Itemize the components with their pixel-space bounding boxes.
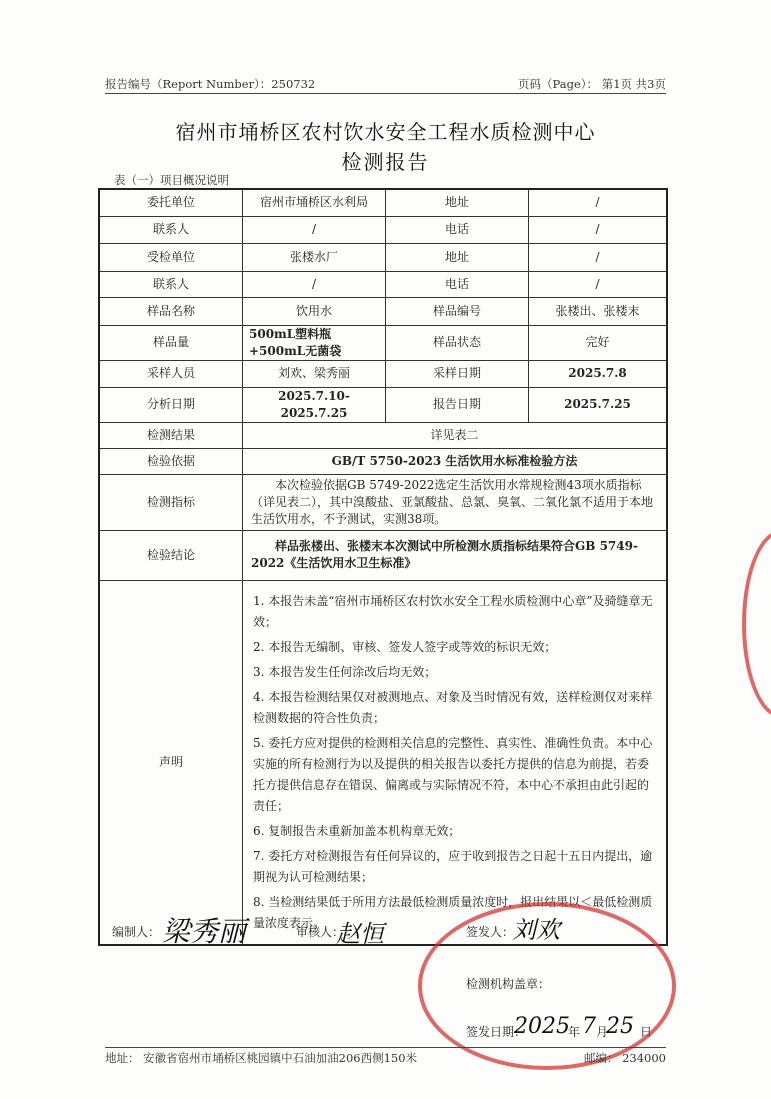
row-value: 刘欢、梁秀丽: [243, 360, 386, 387]
table-row: [99, 243, 667, 271]
table-row: [99, 325, 667, 360]
row-value: 500mL塑料瓶+500mL无菌袋: [243, 325, 386, 360]
issue-date-month: 7: [582, 1014, 596, 1039]
row-value: /: [243, 271, 386, 297]
footer-postcode: 邮编： 234000: [583, 1051, 666, 1065]
indicators-label: 检测指标: [99, 474, 243, 530]
seal-label: 检测机构盖章：: [466, 977, 551, 991]
issue-date-year-suffix: 年: [568, 1025, 581, 1039]
issuer-signature: 刘欢: [512, 916, 560, 944]
row-label: 受检单位: [99, 243, 243, 271]
table-row: [99, 580, 667, 945]
row-label: 地址: [386, 189, 529, 216]
table-row: [99, 387, 667, 422]
list-item: 2. 本报告无编制、审核、签发人签字或等效的标识无效；: [253, 639, 557, 654]
report-header: [105, 76, 666, 96]
conclusion-label: 检验结论: [99, 530, 243, 580]
row-label: 采样人员: [99, 360, 243, 387]
row-label: 采样日期: [386, 360, 529, 387]
header-rule: [105, 93, 666, 94]
result-label: 检测结果: [99, 422, 243, 448]
row-value: 宿州市埇桥区水利局: [243, 189, 386, 216]
list-item: 1. 本报告未盖“宿州市埇桥区农村饮水安全工程水质检测中心章”及骑缝章无效；: [253, 593, 653, 629]
page-info: 页码（Page）： 第1页 共3页: [518, 77, 666, 91]
perforation-seal-stamp: [742, 530, 771, 718]
row-label: 地址: [386, 243, 529, 271]
issue-date-day: 25: [606, 1014, 634, 1039]
compiler-label: 编制人：: [112, 925, 161, 939]
conclusion-value: 样品张楼出、张楼末本次测试中所检测水质指标结果符合GB 5749-2022《生活饮用水卫生标准》: [243, 530, 668, 580]
list-item: 4. 本报告检测结果仅对被测地点、对象及当时情况有效，送样检测仅对来样检测数据的符合性负责；: [253, 689, 653, 725]
table-row: [99, 448, 667, 474]
row-value: 张楼出、张楼末: [529, 297, 668, 325]
row-label: 报告日期: [386, 387, 529, 422]
row-value: /: [243, 216, 386, 243]
row-value: 张楼水厂: [243, 243, 386, 271]
report-subtitle: 检测报告: [341, 150, 430, 174]
row-value: /: [529, 243, 668, 271]
table-row: [99, 189, 667, 216]
row-value: 饮用水: [243, 297, 386, 325]
basis-label: 检验依据: [99, 448, 243, 474]
statement-list: [243, 580, 668, 945]
table-row: [99, 297, 667, 325]
issue-date-day-suffix: 日: [640, 1025, 653, 1039]
table-row: [99, 530, 667, 580]
row-label: 分析日期: [99, 387, 243, 422]
row-label: 电话: [386, 216, 529, 243]
row-label: 样品状态: [386, 325, 529, 360]
row-label: 电话: [386, 271, 529, 297]
table-row: [99, 271, 667, 297]
footer-address: 地址： 安徽省宿州市埇桥区桃园镇中石油加油206西侧150米: [105, 1051, 418, 1065]
indicators-value: 本次检验依据GB 5749-2022选定生活饮用水常规检测43项水质指标（详见表二），其中溴酸盐、亚氯酸盐、总氯、臭氧、二氧化氯不适用于本地生活饮用水，不予测试，实测38项。: [243, 474, 668, 530]
issue-date-month-suffix: 月: [596, 1025, 609, 1039]
row-value: 2025.7.10-2025.7.25: [243, 387, 386, 422]
row-value: /: [529, 189, 668, 216]
list-item: 5. 委托方应对提供的检测相关信息的完整性、真实性、准确性负责。本中心实施的所有检测行为以及提供的相关报告以委托方提供的信息为前提，若委托方提供信息存在错误、偏离或与实际情况不符，本中心不承担由此引起的责任；: [253, 735, 653, 813]
basis-value: GB/T 5750-2023 生活饮用水标准检验方法: [243, 448, 668, 474]
project-overview-table: [98, 188, 668, 946]
table-caption: 表（一）项目概况说明: [114, 173, 229, 187]
table-row: [99, 216, 667, 243]
list-item: 7. 委托方对检测报告有任何异议的，应于收到报告之日起十五日内提出，逾期视为认可检测结果；: [253, 848, 653, 884]
row-value: /: [529, 216, 668, 243]
footer-rule: [105, 1047, 666, 1048]
reviewer-label: 审核人：: [296, 925, 345, 939]
statement-label: 声明: [99, 580, 243, 945]
result-value: 详见表二: [243, 422, 668, 448]
row-label: 样品名称: [99, 297, 243, 325]
table-row: [99, 422, 667, 448]
issue-date-label: 签发日期：: [466, 1025, 527, 1039]
report-number: 报告编号（Report Number）：250732: [105, 77, 316, 91]
table-row: [99, 360, 667, 387]
official-seal-stamp: [418, 902, 676, 1070]
reviewer-signature: 赵恒: [336, 920, 384, 948]
row-label: 样品量: [99, 325, 243, 360]
issue-date-year: 2025: [514, 1014, 570, 1039]
table-row: [99, 474, 667, 530]
list-item: 3. 本报告发生任何涂改后均无效；: [253, 664, 437, 679]
row-value: 2025.7.8: [529, 360, 668, 387]
compiler-signature: 梁秀丽: [162, 915, 247, 948]
row-label: 联系人: [99, 271, 243, 297]
report-title: 宿州市埇桥区农村饮水安全工程水质检测中心: [175, 120, 596, 144]
row-label: 样品编号: [386, 297, 529, 325]
list-item: 8. 当检测结果低于所用方法最低检测质量浓度时，报出结果以＜最低检测质量浓度表示。: [253, 894, 653, 930]
issuer-label: 签发人：: [466, 925, 515, 939]
row-label: 联系人: [99, 216, 243, 243]
row-label: 委托单位: [99, 189, 243, 216]
list-item: 6. 复制报告未重新加盖本机构章无效；: [253, 823, 461, 838]
row-value: 2025.7.25: [529, 387, 668, 422]
row-value: /: [529, 271, 668, 297]
row-value: 完好: [529, 325, 668, 360]
